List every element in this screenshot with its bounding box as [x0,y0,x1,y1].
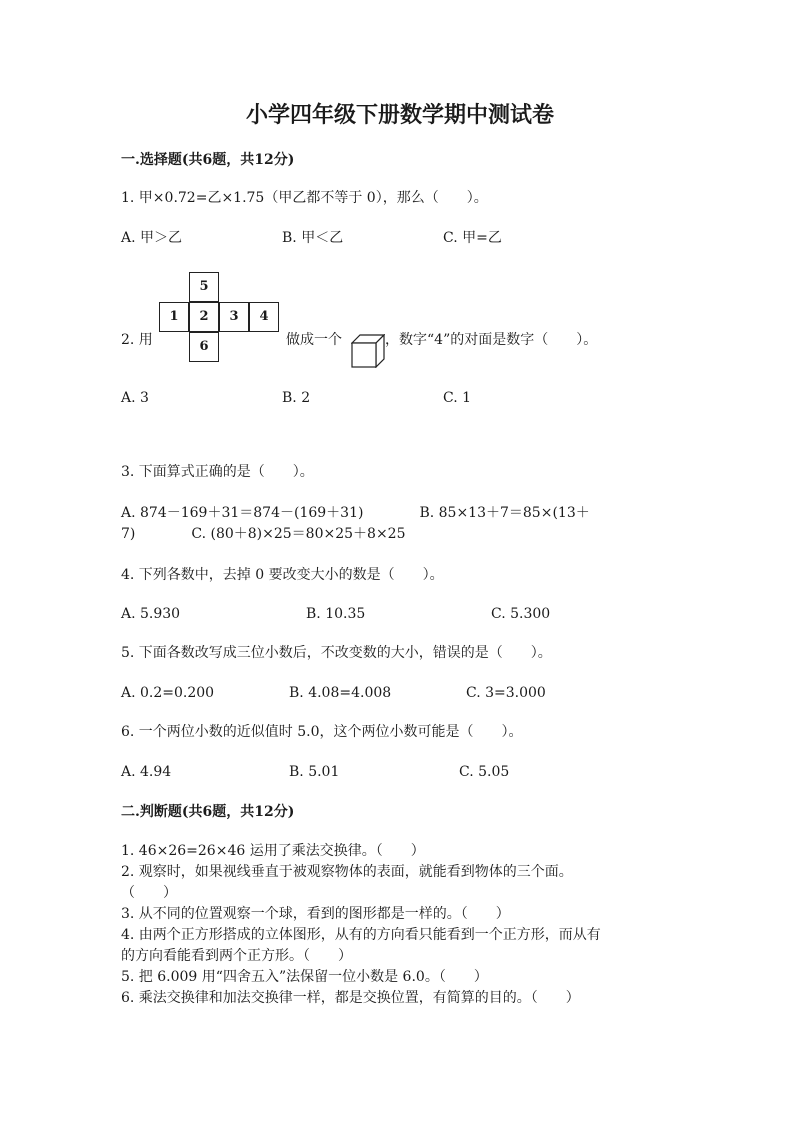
question-6-stem: 6. 一个两位小数的近似值时 5.0，这个两位小数可能是（ ）。 [121,724,523,740]
question-3-options-line-1: A. 874－169＋31＝874－(169＋31) B. 85×13＋7＝85×(13＋ [121,505,590,521]
judgement-line: 3. 从不同的位置观察一个球，看到的图形都是一样的。（ ） [121,906,510,922]
question-5-option-c: C. 3=3.000 [466,685,546,701]
page-title: 小学四年级下册数学期中测试卷 [245,102,554,128]
cube-net-figure [159,272,283,364]
question-1-option-c: C. 甲=乙 [443,230,502,246]
net-cell-row-3: 3 [219,302,249,332]
question-3-options-line-2: 7) C. (80＋8)×25＝80×25＋8×25 [121,526,406,542]
section-heading-judgement: 二.判断题(共6题，共12分) [121,804,295,820]
judgement-line: 2. 观察时，如果视线垂直于被观察物体的表面，就能看到物体的三个面。 [121,864,573,880]
judgement-line: 的方向看能看到两个正方形。（ ） [121,948,352,964]
question-4-stem: 4. 下列各数中，去掉 0 要改变大小的数是（ ）。 [121,567,444,583]
question-1-option-a: A. 甲＞乙 [121,230,183,246]
question-2-option-c: C. 1 [443,390,472,406]
question-5-stem: 5. 下面各数改写成三位小数后，不改变数的大小，错误的是（ ）。 [121,645,552,661]
question-4-option-b: B. 10.35 [306,606,366,622]
question-2-stem-middle: 做成一个 [286,332,342,348]
cube-icon [351,334,385,368]
net-cell-row-2: 2 [189,302,219,332]
question-2-option-b: B. 2 [282,390,311,406]
judgement-line: 6. 乘法交换律和加法交换律一样，都是交换位置，有简算的目的。（ ） [121,990,580,1006]
question-5-option-a: A. 0.2=0.200 [121,685,215,701]
judgement-line: （ ） [121,885,177,901]
question-2-stem-end: ，数字“4”的对面是数字（ ）。 [385,332,598,348]
net-cell-top: 5 [189,272,219,302]
question-6-option-b: B. 5.01 [289,764,340,780]
question-5-option-b: B. 4.08=4.008 [289,685,392,701]
question-4-option-a: A. 5.930 [121,606,181,622]
section-heading-choice: 一.选择题(共6题，共12分) [121,152,295,168]
question-1-option-b: B. 甲＜乙 [282,230,344,246]
question-1-stem: 1. 甲×0.72=乙×1.75（甲乙都不等于 0），那么（ ）。 [121,190,488,206]
judgement-line: 1. 46×26=26×46 运用了乘法交换律。（ ） [121,843,425,859]
question-6-option-a: A. 4.94 [121,764,172,780]
net-cell-row-1: 1 [159,302,189,332]
question-4-option-c: C. 5.300 [491,606,551,622]
question-3-stem: 3. 下面算式正确的是（ ）。 [121,464,314,480]
judgement-line: 4. 由两个正方形搭成的立体图形，从有的方向看只能看到一个正方形，而从有 [121,927,601,943]
question-2-option-a: A. 3 [121,390,149,406]
judgement-line: 5. 把 6.009 用“四舍五入”法保留一位小数是 6.0。（ ） [121,969,488,985]
net-cell-bottom: 6 [189,332,219,362]
question-6-option-c: C. 5.05 [459,764,510,780]
question-2-stem-start: 2. 用 [121,332,153,348]
net-cell-row-4: 4 [249,302,279,332]
